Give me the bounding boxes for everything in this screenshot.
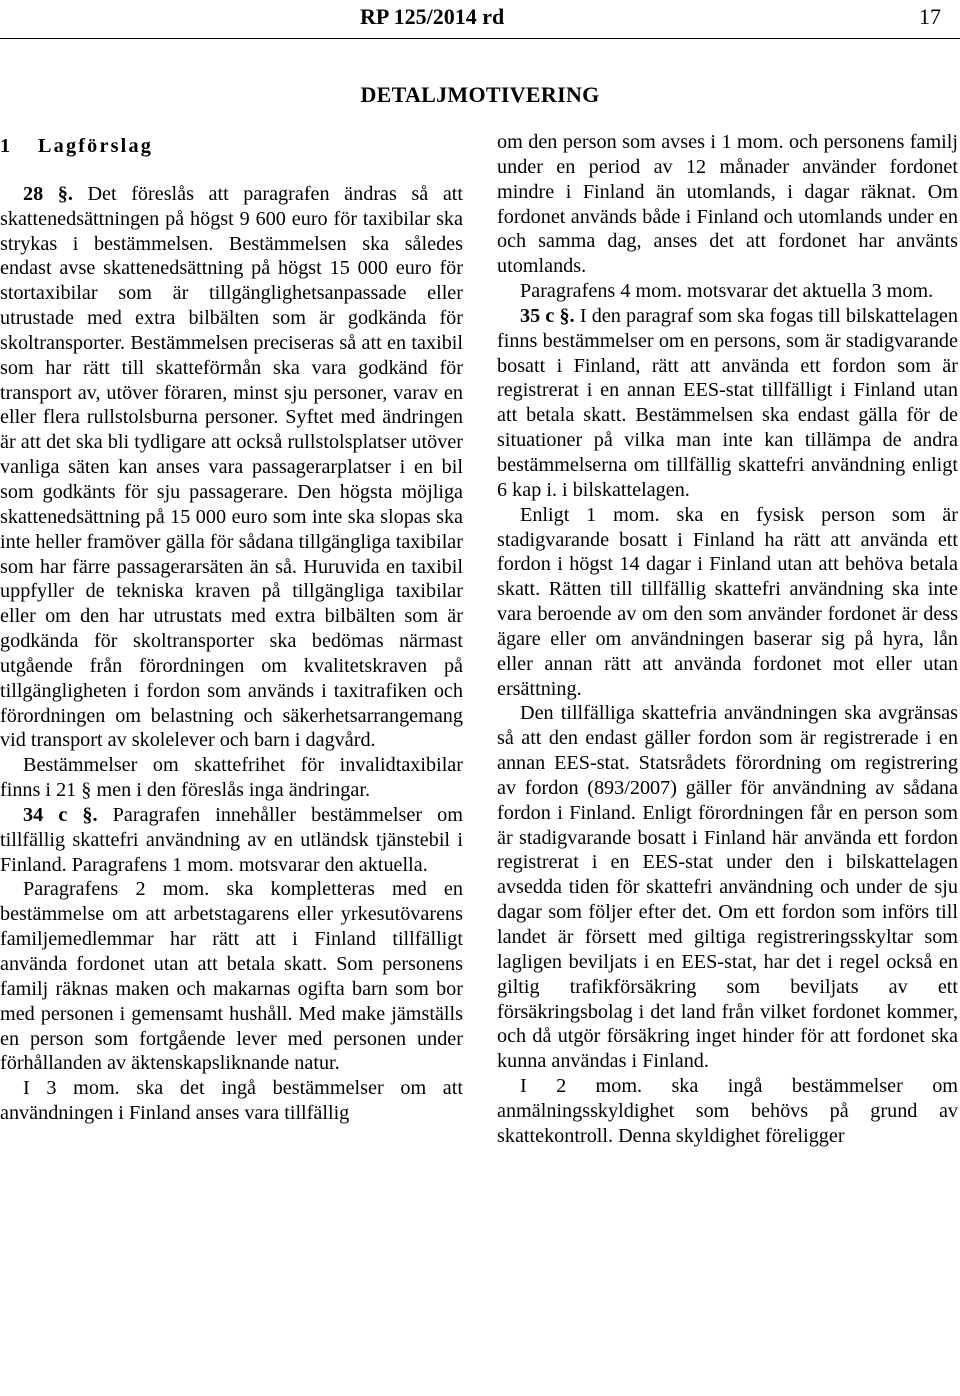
paragraph-text: Enligt 1 mom. ska en fysisk person som är stadigvarande bosatt i Finland ha rätt att använda ett fordon i högst 14 dagar i Finland utan att behöva betala skatt. Rätten till tillfällig skattefri användning ska inte vara beroende av om den som använder fordonet är dess ägare eller om användningen baserar sig på hyra, lån eller annan rätt att använda fordonet mot eller utan ersättning. [497,503,958,700]
paragraph-text: Den tillfälliga skattefria användningen ska avgränsas så att den endast gäller fordon som är registrerade i en annan EES-stat. Statsrådets förordning om registrering av fordon (893/2007) gäller för användning av sådana fordon i Finland. Enligt förordningen får en person som är stadigvarande bosatt i Finland här använda ett fordon registrerat i en EES-stat under den i bilskattelagen avsedda tiden för skattefri användning och under de sju dagar som följer efter det. Om ett fordon som införs till landet är försett med giltiga registreringsskyltar som lagligen beviljats i en EES-stat, har det i regel också en giltig trafikförsäkring som beviljats av ett försäkringsbolag i det land från vilket fordonet kommer, och då utgör försäkring inget hinder för att fordonet ska kunna användas i Finland. [497,702,958,1073]
paragraph [0,182,463,753]
paragraph-text: om den person som avses i 1 mom. och personens familj under en period av 12 månader använder fordonet mindre i Finland än utomlands, i dagar räknat. Om fordonet används både i Finland och utomlands under en och samma dag, anses det att fordonet har använts utomlands. [497,131,958,278]
paragraph-text: Bestämmelser om skattefrihet för invalidtaxibilar finns i 21 § men i den föreslås inga ändringar. [0,754,463,802]
paragraph-text: I 3 mom. ska det ingå bestämmelser om att användningen i Finland anses vara tillfällig [0,1077,463,1125]
paragraph-text: Paragrafens 2 mom. ska kompletteras med en bestämmelse om att arbetstagarens eller yrkesutövarens familjemedlemmar har rätt att i Finland tillfälligt använda fordonet utan att betala skatt. Som personens familj räknas maken och makarnas ogifta barn som bor med personen i gemensamt hushåll. Med make jämställs en person som fortgående lever med personen under förhållanden av äktenskapsliknande natur. [0,878,463,1075]
paragraph [0,753,463,803]
section-label: Lagförslag [38,135,154,157]
paragraph [497,503,958,702]
page-number: 17 [919,4,941,29]
paragraph-text: Det föreslås att paragrafen ändras så att skattenedsättningen på högst 9 600 euro för taxibilar ska strykas i bestämmelsen. Bestämmelsen ska således endast avse skattenedsättning på högst 15 000 euro för stortaxibilar som är tillgänglighetsanpassade eller utrustade med extra bilbälten som är godkända för skoltransporter. Bestämmelsen preciseras så att en taxibil som har rätt till skatteförmån ska vara godkänd för transport av, utöver föraren, minst sju personer, varav en eller flera rullstolsburna personer. Syftet med ändringen är att det ska bli tydligare att också rullstolsplatser utöver vanliga säten kan anses vara passagerarplatser i en bil som godkänts för sju passagerare. Den högsta möjliga skattenedsättning på 15 000 euro som inte ska slopas ska inte heller framöver gälla för sådana tillgängliga taxibilar som har färre passagerarsäten än så. Huruvida en taxibil uppfyller de tekniska kraven på tillgängliga taxibilar eller om den har utrustats med extra bilbälten som är godkända för skoltransporter ska bedömas närmast utgående från förordningen om kvalitetskraven på tillgängligheten i fordon som används i taxitrafiken och förordningen om belastning och säkerhetsarrangemang vid transport av skolelever och barn i dagvård. [0,182,464,752]
paragraph-text: I 2 mom. ska ingå bestämmelser om anmälningsskyldighet som behövs på grund av skattekontroll. Denna skyldighet föreligger [497,1075,958,1147]
paragraph [497,701,958,1074]
paragraph [497,130,958,279]
paragraph [497,304,958,503]
right-column [497,130,958,1149]
paragraph [497,279,958,304]
paragraph-lead: 28 §. [23,182,73,205]
paragraph [497,1074,958,1149]
page-title: DETALJMOTIVERING [360,82,600,107]
section-heading [0,134,463,159]
paragraph-lead: 35 c §. [520,304,575,327]
paragraph [0,803,463,878]
running-header [0,0,960,46]
paragraph [0,1076,463,1126]
paragraph-text: Paragrafens 4 mom. motsvarar det aktuella 3 mom. [520,280,934,303]
paragraph-text: I den paragraf som ska fogas till bilskattelagen finns bestämmelser om en persons, som är stadigvarande bosatt i Finland, rätt att använda ett fordon som är registrerat i en annan EES-stat tillfälligt i Finland utan att betala skatt. Bestämmelsen ska endast gälla för de situationer på vilka man inte kan tillämpa de andra bestämmelserna om tillfällig skattefri användning enligt 6 kap i. i bilskattelagen. [497,304,958,501]
header-rule [0,38,960,39]
section-number: 1 [0,135,11,157]
paragraph [0,877,463,1076]
paragraph-text: Paragrafen innehåller bestämmelser om tillfällig skattefri användning av en utländsk tjänstebil i Finland. Paragrafens 1 mom. motsvarar den aktuella. [0,803,463,876]
document-id: RP 125/2014 rd [360,4,505,29]
paragraph-lead: 34 c §. [23,803,98,826]
left-column [0,134,463,1126]
